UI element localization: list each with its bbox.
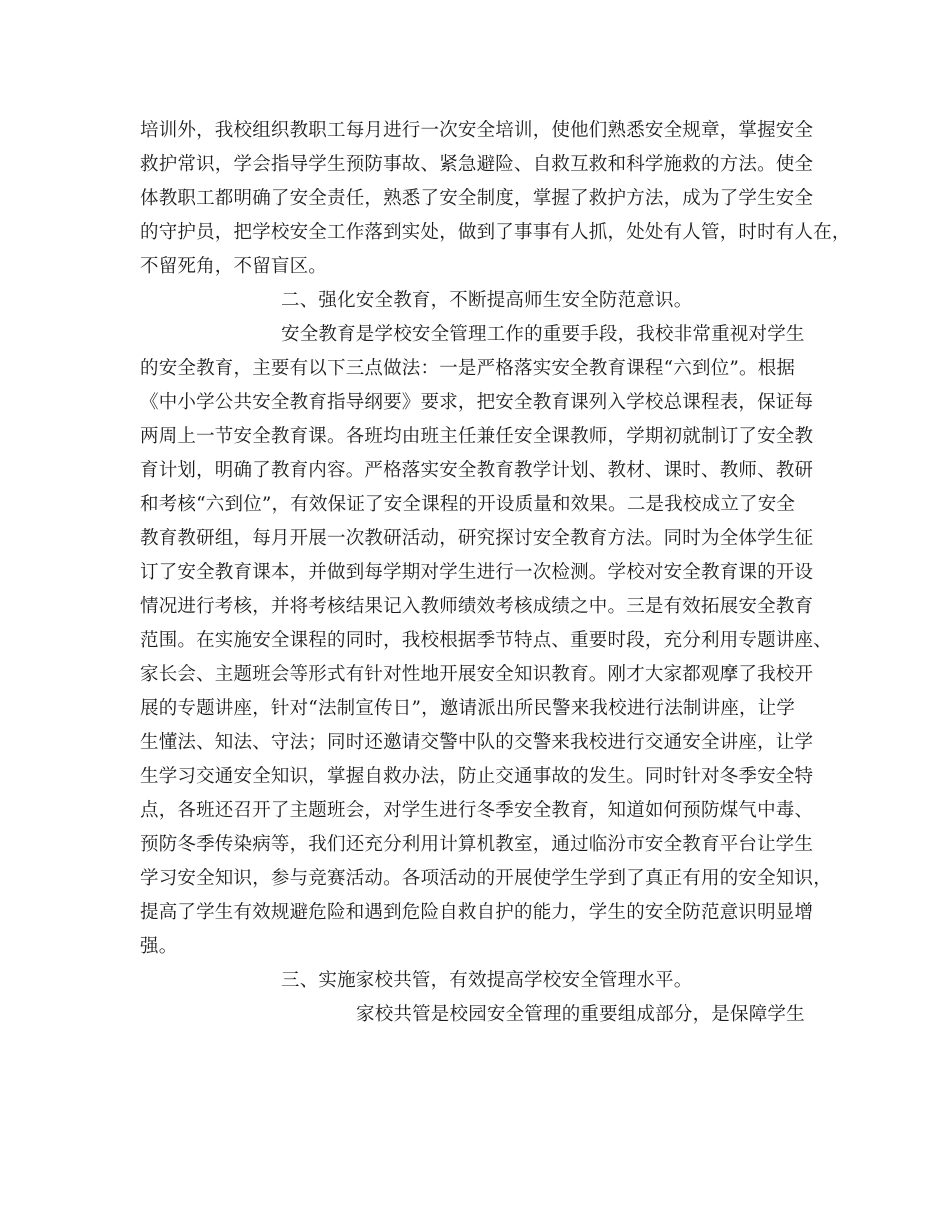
- text-line: 学习安全知识，参与竞赛活动。各项活动的开展使学生学到了真正有用的安全知识，: [140, 868, 832, 889]
- text-line: 两周上一节安全教育课。各班均由班主任兼任安全课教师，学期初就制订了安全教: [140, 426, 814, 447]
- text-line: 和考核“六到位”，有效保证了安全课程的开设质量和效果。二是我校成立了安全: [140, 494, 796, 515]
- section-heading: 三、实施家校共管，有效提高学校安全管理水平。: [281, 970, 693, 991]
- text-line: 育计划，明确了教育内容。严格落实安全教育教学计划、教材、课时、教师、教研: [140, 460, 814, 481]
- text-line: 不留死角，不留盲区。: [140, 256, 328, 277]
- text-line: 培训外，我校组织教职工每月进行一次安全培训，使他们熟悉安全规章，掌握安全: [140, 120, 814, 141]
- text-line: 生懂法、知法、守法；同时还邀请交警中队的交警来我校进行交通安全讲座，让学: [140, 732, 814, 753]
- text-line: 点，各班还召开了主题班会，对学生进行冬季安全教育，知道如何预防煤气中毒、: [140, 800, 814, 821]
- text-line: 救护常识，学会指导学生预防事故、紧急避险、自救互救和科学施救的方法。使全: [140, 154, 814, 175]
- text-line: 范围。在实施安全课程的同时，我校根据季节特点、重要时段，充分利用专题讲座、: [140, 630, 832, 651]
- text-line: 强。: [140, 936, 178, 957]
- text-line: 提高了学生有效规避危险和遇到危险自救自护的能力，学生的安全防范意识明显增: [140, 902, 814, 923]
- text-line: 订了安全教育课本，并做到每学期对学生进行一次检测。学校对安全教育课的开设: [140, 562, 814, 583]
- text-line: 展的专题讲座，针对“法制宣传日”，邀请派出所民警来我校进行法制讲座，让学: [140, 698, 796, 719]
- text-line: 体教职工都明确了安全责任，熟悉了安全制度，掌握了救护方法，成为了学生安全: [140, 188, 814, 209]
- section-heading: 二、强化安全教育，不断提高师生安全防范意识。: [281, 290, 693, 311]
- text-line: 生学习交通安全知识，掌握自救办法，防止交通事故的发生。同时针对冬季安全特: [140, 766, 814, 787]
- paragraph-start: 安全教育是学校安全管理工作的重要手段，我校非常重视对学生: [281, 324, 805, 345]
- text-line: 情况进行考核，并将考核结果记入教师绩效考核成绩之中。三是有效拓展安全教育: [140, 596, 814, 617]
- paragraph-start: 家校共管是校园安全管理的重要组成部分，是保障学生: [356, 1004, 805, 1025]
- text-line: 的守护员，把学校安全工作落到实处，做到了事事有人抓，处处有人管，时时有人在，: [140, 222, 851, 243]
- text-line: 《中小学公共安全教育指导纲要》要求，把安全教育课列入学校总课程表，保证每: [140, 392, 814, 413]
- text-line: 预防冬季传染病等，我们还充分利用计算机教室，通过临汾市安全教育平台让学生: [140, 834, 814, 855]
- text-line: 教育教研组，每月开展一次教研活动，研究探讨安全教育方法。同时为全体学生征: [140, 528, 814, 549]
- text-line: 的安全教育，主要有以下三点做法：一是严格落实安全教育课程“六到位”。根据: [140, 358, 796, 379]
- text-line: 家长会、主题班会等形式有针对性地开展安全知识教育。刚才大家都观摩了我校开: [140, 664, 814, 685]
